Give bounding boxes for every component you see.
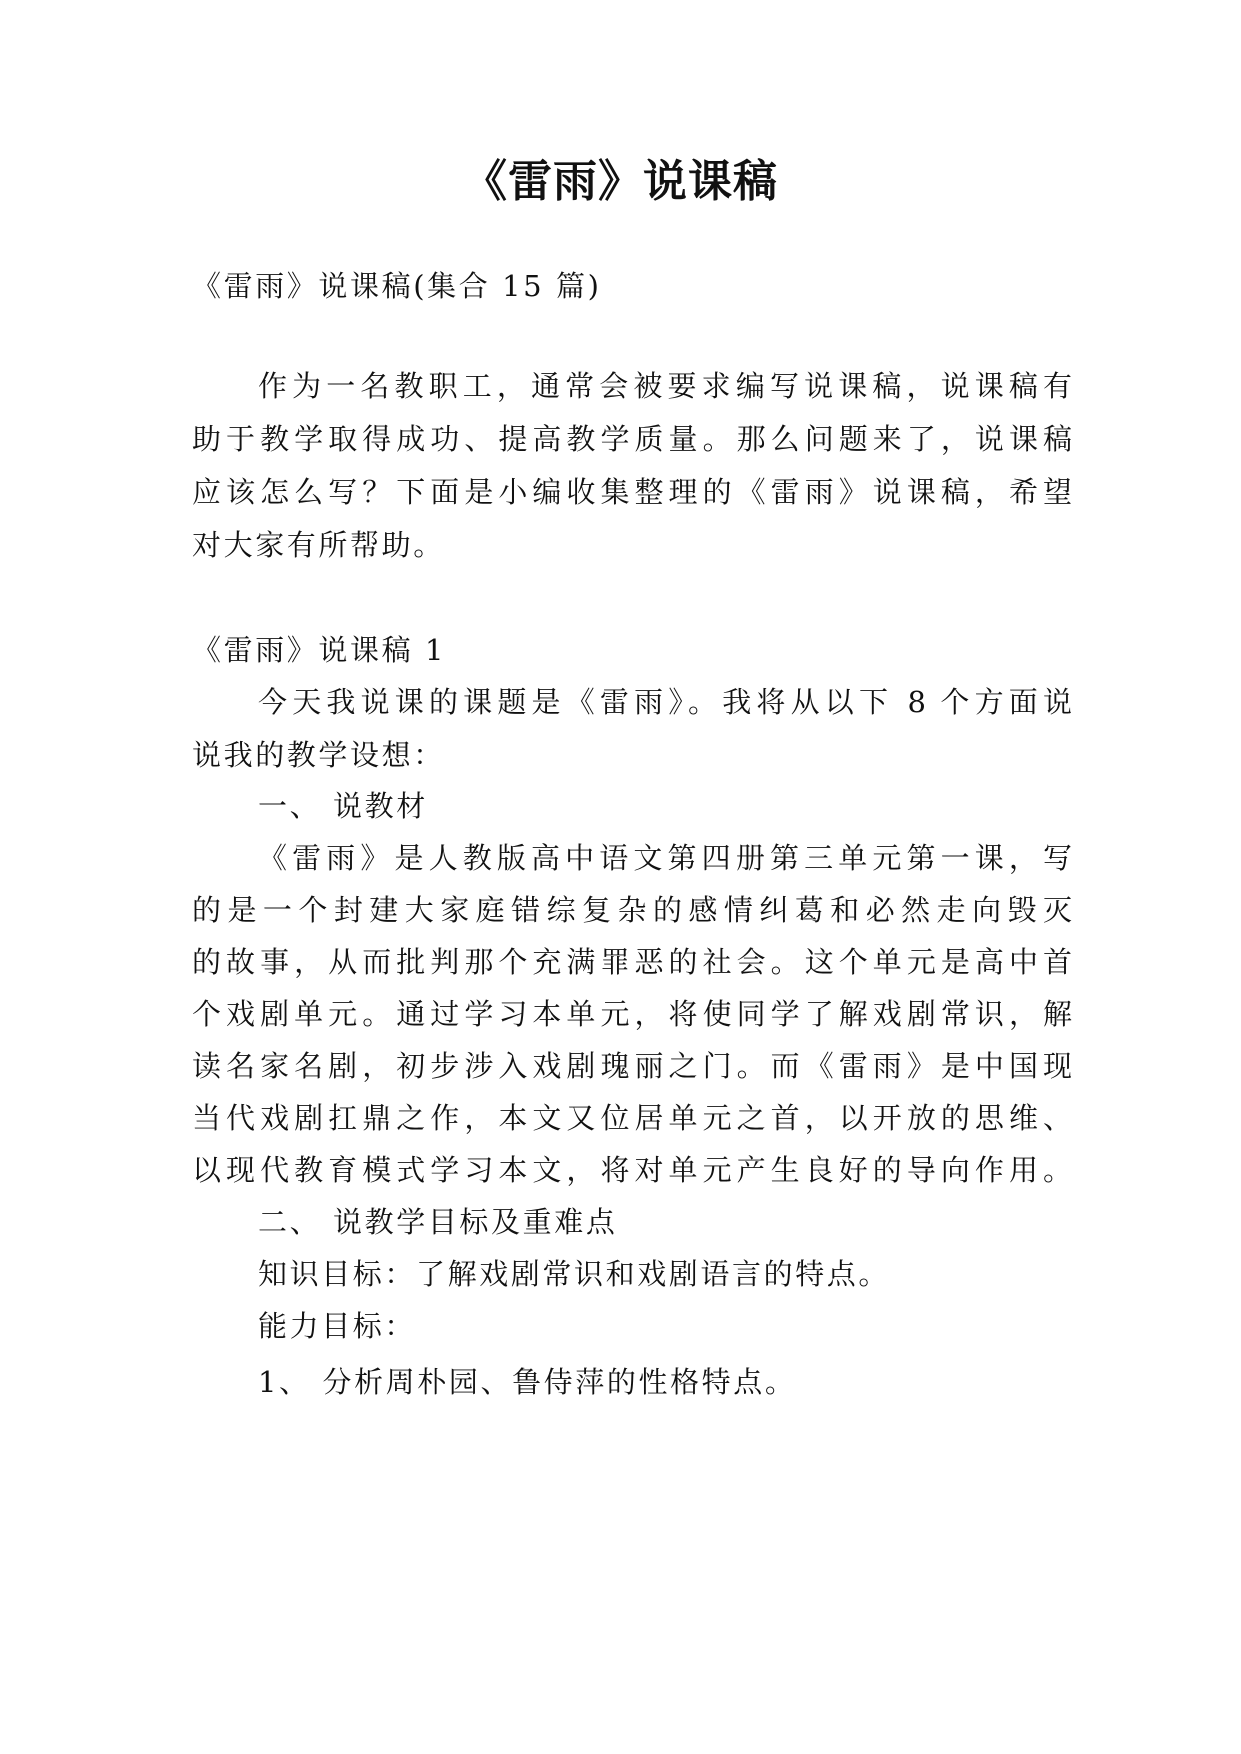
intro-line: 助于教学取得成功、提高教学质量。那么问题来了，说课稿	[192, 422, 1072, 456]
body-line: 的故事，从而批判那个充满罪恶的社会。这个单元是高中首	[192, 945, 1072, 979]
goal-line: 能力目标：	[258, 1309, 417, 1343]
goal-line: 知识目标：了解戏剧常识和戏剧语言的特点。	[258, 1257, 891, 1291]
intro-line: 应该怎么写？下面是小编收集整理的《雷雨》说课稿，希望	[192, 475, 1072, 509]
body-line: 《雷雨》是人教版高中语文第四册第三单元第一课，写	[258, 841, 1072, 875]
body-line: 的是一个封建大家庭错综复杂的感情纠葛和必然走向毁灭	[192, 893, 1072, 927]
part-heading: 二、 说教学目标及重难点	[258, 1205, 618, 1239]
goal-item: 1、 分析周朴园、鲁侍萍的性格特点。	[258, 1365, 797, 1399]
body-line: 读名家名剧，初步涉入戏剧瑰丽之门。而《雷雨》是中国现	[192, 1049, 1072, 1083]
document-title: 《雷雨》说课稿	[463, 156, 778, 207]
body-line: 以现代教育模式学习本文，将对单元产生良好的导向作用。	[192, 1153, 1072, 1187]
section-lead-line: 今天我说课的课题是《雷雨》。我将从以下 8 个方面说	[258, 685, 1072, 719]
section-heading: 《雷雨》说课稿 1	[192, 633, 447, 667]
document-subtitle: 《雷雨》说课稿(集合 15 篇)	[192, 269, 602, 303]
part-heading: 一、 说教材	[258, 789, 428, 823]
body-line: 当代戏剧扛鼎之作，本文又位居单元之首，以开放的思维、	[192, 1101, 1072, 1135]
section-lead-line: 说我的教学设想：	[192, 738, 445, 772]
body-line: 个戏剧单元。通过学习本单元，将使同学了解戏剧常识，解	[192, 997, 1072, 1031]
intro-line: 作为一名教职工，通常会被要求编写说课稿，说课稿有	[258, 369, 1072, 403]
intro-line: 对大家有所帮助。	[192, 528, 445, 562]
